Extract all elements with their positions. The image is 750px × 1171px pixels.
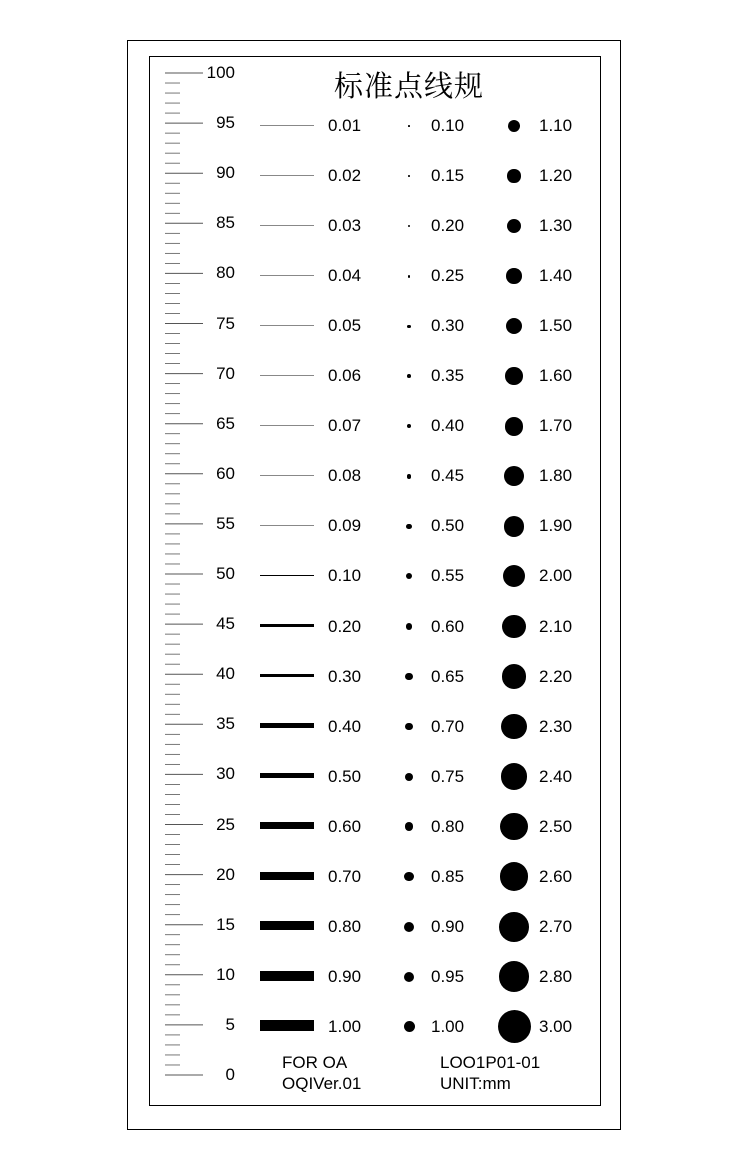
gauge-dot-label: 2.30 [539, 716, 573, 736]
ruler-label: 65 [216, 413, 235, 433]
gauge-dot-label: 0.65 [431, 666, 465, 686]
gauge-dot-label: 2.80 [539, 966, 573, 986]
gauge-dot [506, 268, 521, 283]
gauge-dot [505, 417, 524, 436]
gauge-dot-label: 1.70 [539, 416, 573, 436]
gauge-line-label: 0.10 [328, 566, 362, 586]
gauge-dot-label: 1.90 [539, 516, 573, 536]
gauge-dot [498, 1010, 531, 1043]
gauge-line [260, 475, 314, 476]
gauge-dot-label: 2.10 [539, 616, 573, 636]
gauge-dot [502, 615, 525, 638]
gauge-line [260, 575, 314, 576]
gauge-line [260, 275, 314, 276]
gauge-dot-label: 2.50 [539, 816, 573, 836]
gauge-line-label: 0.08 [328, 466, 362, 486]
gauge-line-label: 0.02 [328, 166, 362, 186]
ruler-label: 95 [216, 113, 235, 133]
gauge-line-label: 0.20 [328, 616, 362, 636]
gauge-dot-label: 2.20 [539, 666, 573, 686]
gauge-line [260, 822, 314, 829]
gauge-dot-label: 1.50 [539, 316, 573, 336]
gauge-line [260, 225, 314, 226]
gauge-dot-label: 0.55 [431, 566, 465, 586]
gauge-line-label: 0.60 [328, 816, 362, 836]
gauge-dot-label: 0.50 [431, 516, 465, 536]
gauge-dot [502, 664, 526, 688]
ruler-label: 60 [216, 463, 235, 483]
gauge-dot [500, 813, 528, 841]
gauge-line-label: 0.50 [328, 766, 362, 786]
gauge-line-label: 1.00 [328, 1016, 362, 1036]
ruler-label: 30 [216, 764, 235, 784]
ruler-label: 75 [216, 313, 235, 333]
gauge-line [260, 175, 314, 176]
gauge-line [260, 674, 314, 677]
ruler-label: 100 [206, 63, 235, 82]
ruler-label: 85 [216, 213, 235, 233]
gauge-line-label: 0.30 [328, 666, 362, 686]
gauge-line [260, 624, 314, 626]
gauge-dot-label: 0.60 [431, 616, 465, 636]
gauge-dot [407, 325, 410, 328]
gauge-dot [406, 524, 412, 530]
gauge-line-label: 0.70 [328, 866, 362, 886]
gauge-dot-label: 0.70 [431, 716, 465, 736]
gauge-line-label: 0.05 [328, 316, 362, 336]
gauge-dot [500, 862, 529, 891]
page-title: 标准点线规 [334, 69, 485, 103]
footer-right [440, 1052, 540, 1094]
gauge-dot [505, 367, 523, 385]
gauge-dot-label: 1.40 [539, 266, 573, 286]
gauge-dot-label: 1.10 [539, 116, 573, 135]
gauge-dot-label: 2.40 [539, 766, 573, 786]
gauge-line [260, 325, 314, 326]
ruler-label: 15 [216, 914, 235, 934]
gauge-line-label: 0.90 [328, 966, 362, 986]
gauge-dot-label: 1.80 [539, 466, 573, 486]
gauge-dot [406, 623, 413, 630]
gauge-dot [405, 673, 412, 680]
ruler-label: 0 [225, 1065, 235, 1084]
gauge-dot-label: 0.40 [431, 416, 465, 436]
ruler-label: 20 [216, 864, 235, 884]
gauge-dot-label: 0.20 [431, 216, 465, 236]
gauge-dot [501, 714, 526, 739]
gauge-dot-label: 0.15 [431, 166, 465, 186]
gauge-line [260, 723, 314, 727]
gauge-dot-label: 2.00 [539, 566, 573, 586]
gauge-dot [504, 466, 524, 486]
gauge-dot [404, 1021, 415, 1032]
footer-right-line1: LOO1P01-01 [440, 1053, 541, 1072]
gauge-dot-label: 1.00 [431, 1016, 465, 1036]
gauge-dot-label: 0.45 [431, 466, 465, 486]
ruler-label: 35 [216, 714, 235, 734]
ruler-label: 90 [216, 163, 235, 183]
gauge-dot-label: 0.25 [431, 266, 465, 286]
gauge-line-label: 0.07 [328, 416, 362, 436]
gauge-dot-label: 1.60 [539, 366, 573, 386]
ruler-label: 5 [225, 1014, 235, 1034]
gauge-dot-label: 3.00 [539, 1016, 573, 1036]
ruler-label: 25 [216, 814, 235, 834]
gauge-line [260, 525, 314, 526]
gauge-dot [408, 275, 411, 278]
footer-left-line1: FOR OA [282, 1053, 348, 1072]
gauge-line-label: 0.40 [328, 716, 362, 736]
gauge-line [260, 425, 314, 426]
gauge-line-label: 0.03 [328, 216, 362, 236]
gauge-line [260, 125, 314, 126]
ruler-label: 55 [216, 513, 235, 533]
gauge-dot-label: 0.35 [431, 366, 465, 386]
gauge-line-label: 0.06 [328, 366, 362, 386]
gauge-dot [504, 516, 525, 537]
gauge-dot-label: 0.10 [431, 116, 465, 135]
ruler-label: 45 [216, 614, 235, 634]
footer-right-line2: UNIT:mm [440, 1074, 511, 1093]
gauge-line-label: 0.80 [328, 916, 362, 936]
gauge-dot-label: 1.30 [539, 216, 573, 236]
gauge-dot [501, 763, 527, 789]
gauge-dot-label: 0.80 [431, 816, 465, 836]
ruler-label: 80 [216, 263, 235, 283]
gauge-dot-label: 0.95 [431, 966, 465, 986]
gauge-dot [408, 125, 410, 127]
gauge-line [260, 921, 314, 930]
gauge-line-label: 0.09 [328, 516, 362, 536]
gauge-line [260, 872, 314, 880]
gauge-dot-label: 0.75 [431, 766, 465, 786]
gauge-dot [404, 872, 413, 881]
gauge-line [260, 375, 314, 376]
gauge-line [260, 1020, 314, 1031]
gauge-line [260, 971, 314, 981]
gauge-line [260, 773, 314, 779]
gauge-dot [404, 922, 414, 932]
gauge-dot-label: 0.90 [431, 916, 465, 936]
gauge-dot [408, 175, 410, 177]
gauge-dot [405, 773, 413, 781]
gauge-line-label: 0.04 [328, 266, 362, 286]
gauge-dot-label: 0.85 [431, 866, 465, 886]
gauge-dot [507, 169, 520, 182]
gauge-dot-label: 2.70 [539, 916, 573, 936]
ruler-label: 40 [216, 664, 235, 684]
footer-left [282, 1052, 361, 1094]
gauge-dot [508, 120, 520, 132]
footer-left-line2: OQIVer.01 [282, 1074, 362, 1093]
ruler-label: 50 [216, 564, 235, 583]
gauge-dot-label: 0.30 [431, 316, 465, 336]
ruler-label: 10 [216, 964, 235, 984]
ruler-label: 70 [216, 363, 235, 383]
gauge-line-label: 0.01 [328, 116, 362, 135]
gauge-dot-label: 2.60 [539, 866, 573, 886]
gauge-dot-label: 1.20 [539, 166, 573, 186]
gauge-dot [499, 912, 529, 942]
